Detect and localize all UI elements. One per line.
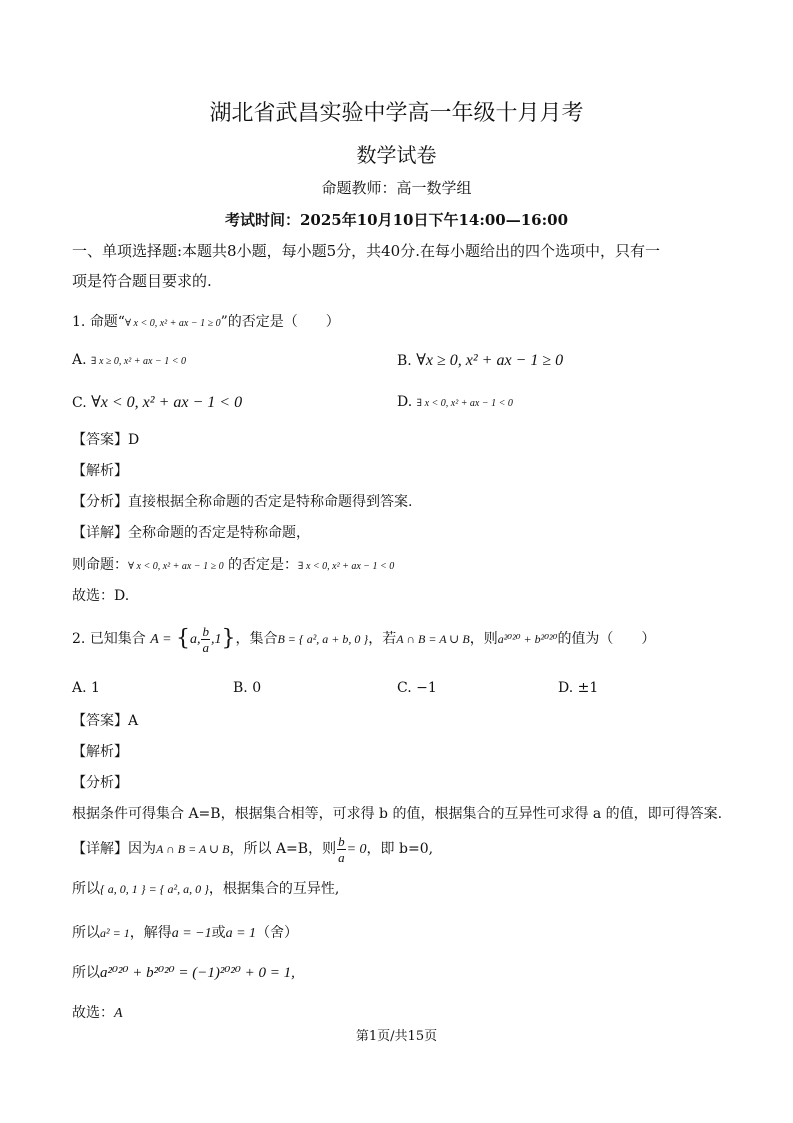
q2-stem: 2. 已知集合 A = {a, $\frac{b}{a}$ ,1}，集合B = { a², a + b, 0 }，若A ∩ B = A ∪ B，则a²⁰²⁰ + b²⁰²⁰的值为（ ） — [72, 623, 656, 655]
q2-fenxi: 【分析】 — [72, 775, 128, 791]
q2-fraction: $\frac{b}{a}$ — [202, 623, 209, 655]
q1-stem — [72, 311, 340, 331]
q1-option-c-math: ∀x < 0, x² + ax − 1 < 0 — [91, 394, 243, 411]
section-heading-line2: 项是符合题目要求的. — [72, 272, 212, 290]
q2-detail-line4: 所以a²⁰²⁰ + b²⁰²⁰ = (−1)²⁰²⁰ + 0 = 1, — [72, 965, 295, 981]
q2-number: 2. — [72, 631, 86, 647]
q2-condition: A ∩ B = A ∪ B — [396, 632, 470, 646]
q1-answer: 【答案】D — [72, 432, 140, 448]
q1-detail: 【详解】全称命题的否定是特称命题， — [72, 525, 310, 541]
q2-detail-line2: 所以{ a, 0, 1 } = { a², a, 0 }，根据集合的互异性, — [72, 881, 340, 897]
q1-option-a: A. ∃ x ≥ 0, x² + ax − 1 < 0 — [72, 352, 186, 368]
q1-choose: 故选：D. — [72, 588, 130, 604]
q2-seta-lhs: A = — [150, 632, 172, 647]
exam-title: 湖北省武昌实验中学高一年级十月月考 — [209, 101, 584, 126]
q1-option-b: B. ∀x ≥ 0, x² + ax − 1 ≥ 0 — [397, 352, 564, 369]
q1-option-d: D. ∃ x < 0, x² + ax − 1 < 0 — [397, 394, 513, 410]
q1-option-c: C. ∀x < 0, x² + ax − 1 < 0 — [72, 394, 243, 411]
q1-option-a-math: ∃ x ≥ 0, x² + ax − 1 < 0 — [91, 356, 186, 367]
q1-jiexi: 【解析】 — [72, 463, 128, 479]
q2-option-a: A. 1 — [72, 680, 100, 696]
q1-detail-line: 则命题：∀ x < 0, x² + ax − 1 ≥ 0 的否定是：∃ x < 0, x² + ax − 1 < 0 — [72, 557, 395, 573]
q2-option-c: C. −1 — [397, 680, 437, 696]
q2-choose: 故选：A — [72, 1005, 123, 1021]
q1-stem-math: ∀ x < 0, x² + ax − 1 ≥ 0 — [124, 318, 221, 329]
q2-setb: B = { a², a + b, 0 } — [277, 632, 369, 646]
q2-analysis: 根据条件可得集合 A=B，根据集合相等，可求得 b 的值，根据集合的互异性可求得 a 的值，即可得答案. — [72, 806, 723, 822]
q2-detail-line1: 【详解】因为A ∩ B = A ∪ B，所以 A=B，则 $\frac{b}{a}$ = 0，即 b=0, — [72, 833, 434, 865]
q1-number: 1. — [72, 314, 86, 330]
q1-detail-math2: ∃ x < 0, x² + ax − 1 < 0 — [298, 561, 395, 572]
exam-time: 考试时间：2025年10月10日下午14:00—16:00 — [224, 211, 569, 229]
q1-stem-post: ”的否定是（ ） — [220, 314, 340, 330]
q2-option-d: D. ±1 — [558, 680, 599, 696]
q2-jiexi: 【解析】 — [72, 744, 128, 760]
q1-option-d-math: ∃ x < 0, x² + ax − 1 < 0 — [416, 398, 513, 409]
q2-option-b: B. 0 — [233, 680, 262, 696]
exam-subtitle: 数学试卷 — [356, 143, 437, 167]
q2-detail-fraction: $\frac{b}{a}$ — [338, 833, 345, 865]
q1-option-b-math: ∀x ≥ 0, x² + ax − 1 ≥ 0 — [416, 352, 564, 369]
page-footer: 第1页/共15页 — [355, 1029, 438, 1044]
section-heading-line1: 一、单项选择题:本题共8小题，每小题5分，共40分.在每小题给出的四个选项中，只有一 — [72, 242, 660, 260]
q2-expression: a²⁰²⁰ + b²⁰²⁰ — [497, 632, 558, 646]
q1-analysis: 【分析】直接根据全称命题的否定是特称命题得到答案. — [72, 494, 413, 510]
q1-stem-pre: 命题“ — [89, 314, 125, 330]
exam-teacher: 命题教师：高一数学组 — [321, 179, 472, 197]
q2-detail-line3: 所以a² = 1，解得a = −1或a = 1（舍） — [72, 925, 299, 941]
q2-answer: 【答案】A — [72, 713, 139, 729]
q1-detail-math1: ∀ x < 0, x² + ax − 1 ≥ 0 — [128, 561, 224, 572]
